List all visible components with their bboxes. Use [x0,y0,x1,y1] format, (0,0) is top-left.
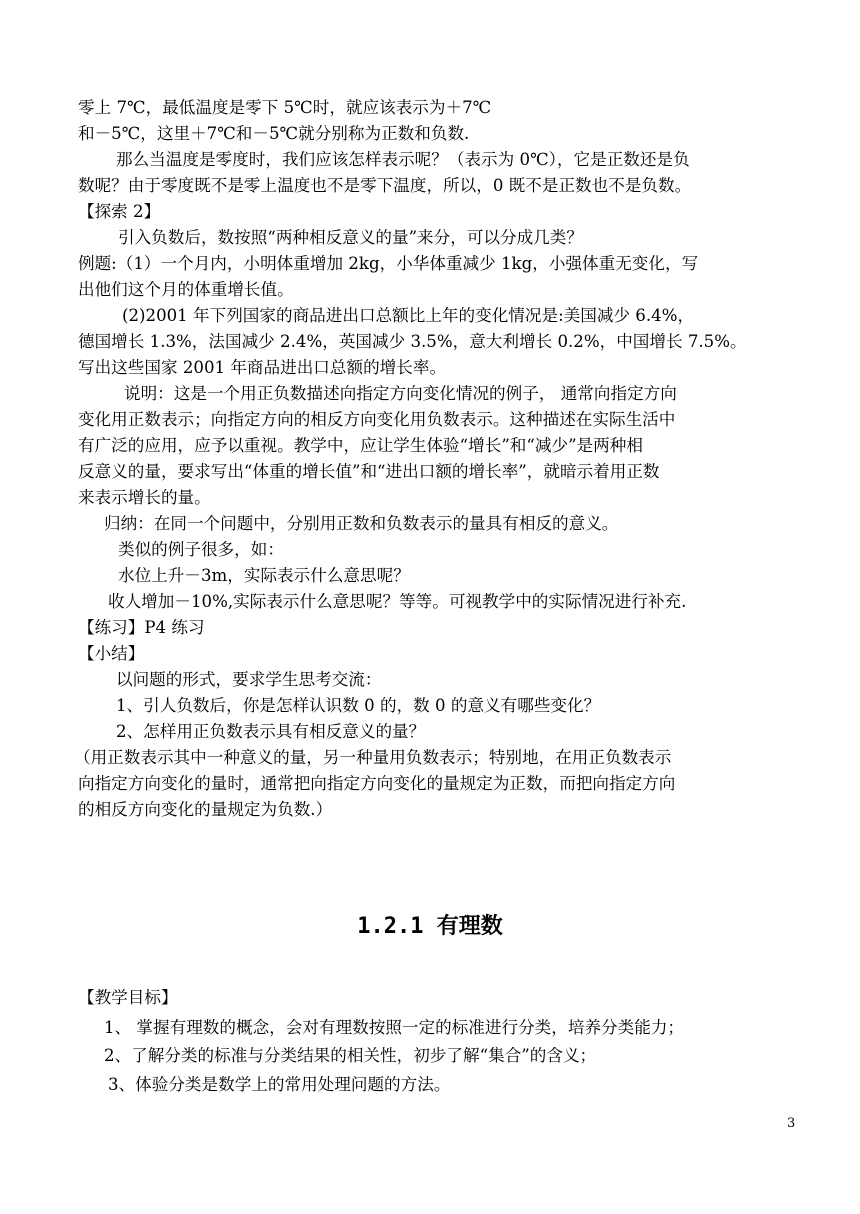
text-line: 德国增长 1.3%，法国减少 2.4%，英国减少 3.5%，意大利增长 0.2%，中国增长 7.5%。 [78,332,747,351]
goal-item: 1、 掌握有理数的概念，会对有理数按照一定的标准进行分类，培养分类能力； [104,1018,685,1037]
text-line: 有广泛的应用，应予以重视。教学中，应让学生体验“增长”和“减少”是两种相 [78,436,643,455]
text-line: 类似的例子很多，如： [118,540,284,559]
section-heading: 【探索 2】 [78,202,161,221]
text-line: 收人增加－10%,实际表示什么意思呢？等等。可视教学中的实际情况进行补充. [108,592,687,611]
text-line: 水位上升－3m，实际表示什么意思呢？ [118,566,410,585]
text-line: 2、怎样用正负数表示具有相反意义的量？ [116,722,426,741]
text-line: 归纳：在同一个问题中，分别用正数和负数表示的量具有相反的意义。 [104,514,619,533]
text-line: 例题:（1）一个月内，小明体重增加 2kg，小华体重减少 1kg，小强体重无变化，写 [78,254,699,273]
goals-heading: 【教学目标】 [78,988,178,1007]
section-heading: 【小结】 [78,644,145,663]
text-line: 的相反方向变化的量规定为负数.） [78,800,333,819]
text-line: (2)2001 年下列国家的商品进出口总额比上年的变化情况是:美国减少 6.4%， [122,306,695,325]
text-line: 出他们这个月的体重增长值。 [78,280,294,299]
text-line: 写出这些国家 2001 年商品进出口总额的增长率。 [78,358,447,377]
section-title: 1.2.1 有理数 [357,914,503,939]
text-line: 和－5℃，这里＋7℃和－5℃就分别称为正数和负数. [78,124,470,143]
text-line: 数呢？由于零度既不是零上温度也不是零下温度，所以，0 既不是正数也不是负数。 [78,176,692,195]
text-line: 零上 7℃，最低温度是零下 5℃时，就应该表示为＋7℃ [78,98,492,117]
goal-item: 3、体验分类是数学上的常用处理问题的方法。 [108,1075,451,1094]
text-line: 向指定方向变化的量时，通常把向指定方向变化的量规定为正数，而把向指定方向 [78,774,676,793]
text-line: 变化用正数表示；向指定方向的相反方向变化用负数表示。这种描述在实际生活中 [78,410,676,429]
text-line: 来表示增长的量。 [78,488,211,507]
text-line: 1、引人负数后，你是怎样认识数 0 的，数 0 的意义有哪些变化？ [116,696,601,715]
text-line: 那么当温度是零度时，我们应该怎样表示呢？（表示为 0℃），它是正数还是负 [116,150,690,169]
text-line: 以问题的形式，要求学生思考交流： [116,670,382,689]
page-number: 3 [787,1116,796,1131]
section-heading: 【练习】P4 练习 [78,618,205,637]
goal-item: 2、了解分类的标准与分类结果的相关性，初步了解“集合”的含义； [104,1046,597,1065]
text-line: 引入负数后，数按照“两种相反意义的量”来分，可以分成几类？ [118,228,583,247]
text-line: 反意义的量，要求写出“体重的增长值”和“进出口额的增长率”，就暗示着用正数 [78,462,660,481]
text-line: （用正数表示其中一种意义的量，另一种量用负数表示；特别地，在用正负数表示 [74,748,672,767]
text-line: 说明：这是一个用正负数描述向指定方向变化情况的例子， 通常向指定方向 [124,384,677,403]
